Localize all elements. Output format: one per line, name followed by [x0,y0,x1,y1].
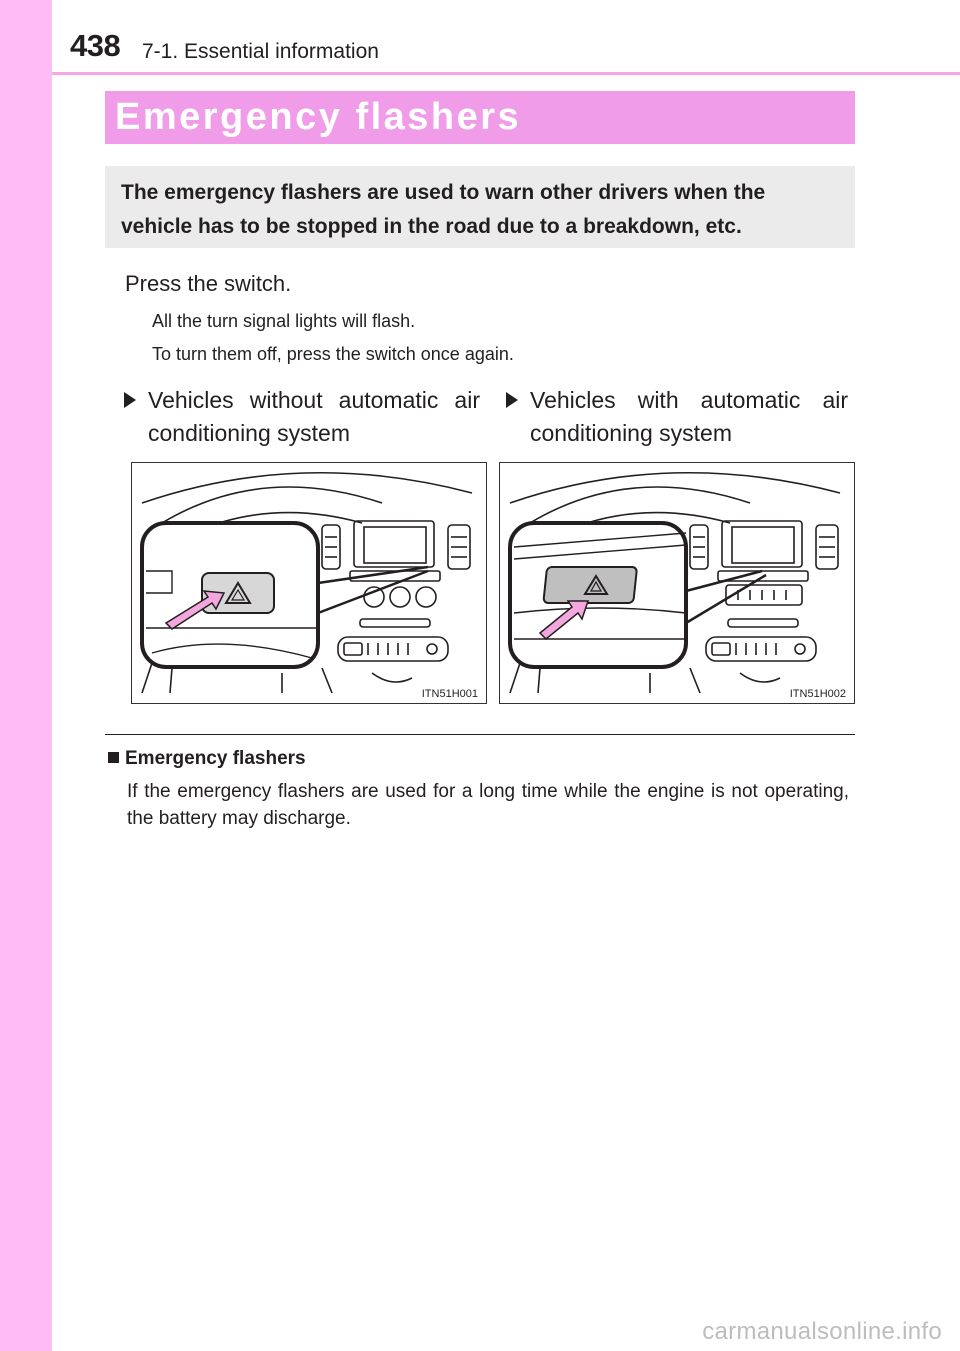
triangle-bullet-icon [506,392,518,408]
variant-label: Vehicles with automatic air conditioning system [530,387,848,446]
page-title: Emergency flashers [105,91,855,144]
illustration-code: ITN51H001 [421,688,478,700]
side-color-strip [0,0,52,1351]
dashboard-illustration [132,463,486,703]
illustration-without-ac [131,462,487,704]
square-bullet-icon [108,752,119,763]
step-instruction: Press the switch. [125,271,292,296]
note-body: If the emergency flashers are used for a long time while the engine is not operating, the battery may discharge. [127,781,849,829]
intro-box [105,166,855,248]
note-heading [108,748,306,770]
triangle-bullet-icon [124,392,136,408]
variant-without-ac [124,384,480,450]
page-number: 438 [70,28,121,63]
step-note-2: To turn them off, press the switch once again. [152,344,514,364]
variant-label: Vehicles without automatic air conditioning system [148,387,480,446]
intro-text: The emergency flashers are used to warn other drivers when the vehicle has to be stopped in the road due to a breakdown, etc. [121,181,766,238]
note-heading-text: Emergency flashers [125,748,306,769]
section-divider [105,734,855,735]
header-rule [52,72,960,75]
illustration-code: ITN51H002 [789,688,846,700]
section-title: 7-1. Essential information [142,40,379,63]
illustration-with-ac [499,462,855,704]
step-note-1: All the turn signal lights will flash. [152,311,416,331]
dashboard-illustration [500,463,854,703]
variant-with-ac [506,384,848,450]
watermark: carmanualsonline.info [702,1318,942,1345]
